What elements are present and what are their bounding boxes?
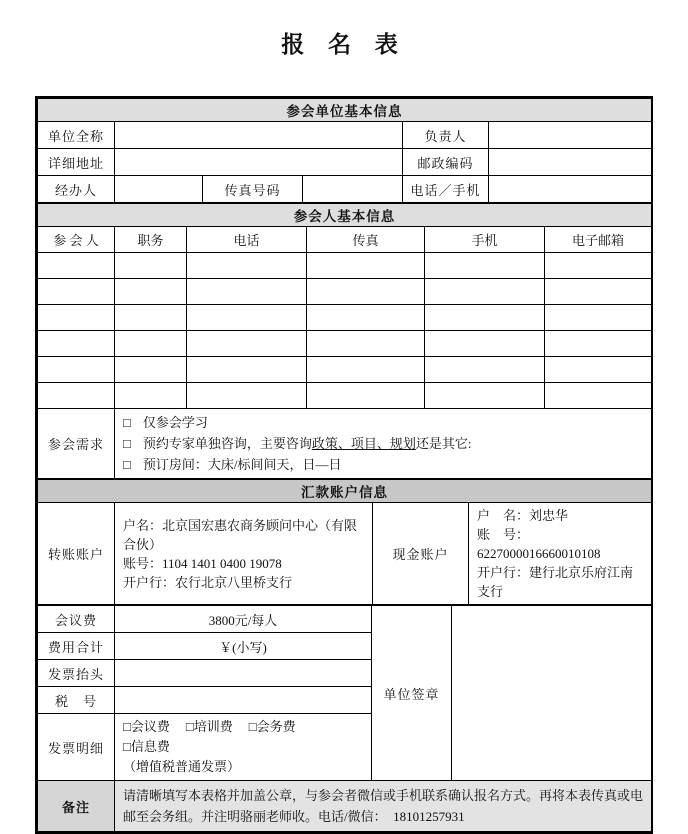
registration-form: [35, 96, 653, 834]
attendee-cell[interactable]: [115, 253, 187, 279]
attendee-cell[interactable]: [545, 253, 652, 279]
attendee-cell[interactable]: [307, 331, 425, 357]
transfer-account-details: [115, 503, 373, 605]
tax-number-label: 税 号: [38, 687, 115, 714]
attendee-cell[interactable]: [307, 279, 425, 305]
total-label: 费用合计: [38, 633, 115, 660]
checkbox-information-fee[interactable]: □信息费: [123, 739, 170, 754]
col-fax: 传真: [307, 227, 425, 253]
col-email: 电子邮箱: [545, 227, 652, 253]
seal-label: 单位签章: [372, 606, 452, 781]
phone-field[interactable]: [489, 176, 652, 203]
fax-field[interactable]: [303, 176, 403, 203]
cash-account-number: 账 号：6227000016660010108: [477, 527, 601, 561]
note-text: 请清晰填写本表格并加盖公章，与参会者微信或手机联系确认报名方式。再将本表传真或电邮至会务组。并注明骆丽老师收。电话/微信： 18101257931: [115, 781, 652, 832]
invoice-detail-label: 发票明细: [38, 714, 115, 781]
attendee-cell[interactable]: [38, 279, 115, 305]
attendee-cell[interactable]: [187, 305, 307, 331]
company-name-label: 单位全称: [38, 122, 115, 149]
checkbox-attend-only[interactable]: □: [123, 415, 131, 430]
attendee-cell[interactable]: [115, 383, 187, 409]
attendee-cell[interactable]: [545, 279, 652, 305]
page-title: 报 名 表: [281, 32, 407, 57]
fax-label: 传真号码: [203, 176, 303, 203]
cash-account-name: 户 名：刘忠华: [477, 508, 569, 523]
total-value[interactable]: ￥(小写): [115, 633, 372, 660]
attendee-cell[interactable]: [307, 253, 425, 279]
company-name-field[interactable]: [115, 122, 403, 149]
attendee-cell[interactable]: [187, 253, 307, 279]
note-label: 备注: [38, 781, 115, 832]
attendee-cell[interactable]: [187, 383, 307, 409]
attendee-cell[interactable]: [187, 357, 307, 383]
fee-value: 3800元/每人: [115, 606, 372, 633]
attendee-cell[interactable]: [38, 357, 115, 383]
invoice-detail-options: [115, 714, 372, 781]
needs-option-2-suffix: 还是其它:: [415, 436, 472, 451]
tax-number-field[interactable]: [115, 687, 372, 714]
transfer-account-label: 转账账户: [38, 503, 115, 605]
checkbox-book-room[interactable]: □: [123, 457, 131, 472]
cash-account-details: [469, 503, 652, 605]
attendee-cell[interactable]: [115, 279, 187, 305]
address-field[interactable]: [115, 149, 403, 176]
attendee-row: [38, 331, 652, 357]
cash-account-label: 现金账户: [373, 503, 469, 605]
attendee-cell[interactable]: [425, 253, 545, 279]
cash-account-bank: 开户行：建行北京乐府江南支行: [477, 565, 634, 599]
transfer-account-name: 户名：北京国宏惠农商务顾问中心（有限合伙）: [123, 517, 358, 552]
attendee-cell[interactable]: [545, 357, 652, 383]
attendee-cell[interactable]: [425, 383, 545, 409]
attendee-cell[interactable]: [307, 357, 425, 383]
attendee-row: [38, 357, 652, 383]
attendee-cell[interactable]: [425, 279, 545, 305]
transfer-account-number: 账号：1104 1401 0400 19078: [123, 555, 282, 571]
postcode-label: 邮政编码: [403, 149, 489, 176]
attendee-cell[interactable]: [425, 305, 545, 331]
needs-option-2: [123, 433, 643, 454]
transfer-account-bank: 开户行：农行北京八里桥支行: [123, 574, 293, 590]
attendee-row: [38, 305, 652, 331]
attendee-row: [38, 279, 652, 305]
phone-label: 电话／手机: [403, 176, 489, 203]
section-header-attendee-info: 参会人基本信息: [38, 204, 652, 227]
invoice-title-label: 发票抬头: [38, 660, 115, 687]
col-position: 职务: [115, 227, 187, 253]
needs-options: [115, 409, 652, 479]
col-mobile: 手机: [425, 227, 545, 253]
attendee-cell[interactable]: [115, 357, 187, 383]
unit-info-table: [37, 98, 652, 203]
attendee-cell[interactable]: [425, 357, 545, 383]
fee-label: 会议费: [38, 606, 115, 633]
checkbox-expert-consult[interactable]: □: [123, 436, 131, 451]
manager-label: 负责人: [403, 122, 489, 149]
invoice-note: （增值税普通发票）: [123, 759, 241, 774]
seal-field[interactable]: [452, 606, 652, 781]
attendee-cell[interactable]: [115, 331, 187, 357]
attendee-cell[interactable]: [187, 279, 307, 305]
needs-option-2-underlined: 政策、项目、规划: [311, 436, 416, 451]
postcode-field[interactable]: [489, 149, 652, 176]
attendee-cell[interactable]: [307, 305, 425, 331]
needs-option-1-label: 仅参会学习: [142, 415, 208, 430]
remittance-table: [37, 479, 652, 605]
invoice-title-field[interactable]: [115, 660, 372, 687]
attendee-cell[interactable]: [425, 331, 545, 357]
checkbox-affairs-fee[interactable]: □会务费: [248, 719, 296, 734]
attendee-cell[interactable]: [307, 383, 425, 409]
attendee-row: [38, 383, 652, 409]
attendee-cell[interactable]: [38, 305, 115, 331]
checkbox-training-fee[interactable]: □培训费: [185, 719, 233, 734]
agent-field[interactable]: [115, 176, 203, 203]
manager-field[interactable]: [489, 122, 652, 149]
attendee-cell[interactable]: [38, 253, 115, 279]
needs-option-2-text: 预约专家单独咨询，主要咨询: [142, 436, 312, 451]
attendee-table: [37, 203, 652, 479]
section-header-remittance: 汇款账户信息: [38, 480, 652, 503]
attendee-cell[interactable]: [545, 305, 652, 331]
needs-option-1: [123, 412, 643, 433]
attendee-row: [38, 253, 652, 279]
section-header-unit-info: 参会单位基本信息: [38, 99, 652, 122]
needs-label: 参会需求: [38, 409, 115, 479]
col-phone: 电话: [187, 227, 307, 253]
needs-option-3: [123, 454, 643, 475]
needs-option-3-label: 预订房间：大床/标间间天，日—日: [142, 457, 342, 472]
fee-table: [37, 605, 652, 832]
invoice-options-row: [123, 717, 363, 757]
col-attendee: 参 会 人: [38, 227, 115, 253]
checkbox-conference-fee[interactable]: □会议费: [123, 719, 170, 734]
attendee-cell[interactable]: [187, 331, 307, 357]
agent-label: 经办人: [38, 176, 115, 203]
address-label: 详细地址: [38, 149, 115, 176]
attendee-cell[interactable]: [38, 383, 115, 409]
attendee-cell[interactable]: [115, 305, 187, 331]
attendee-cell[interactable]: [545, 383, 652, 409]
attendee-cell[interactable]: [38, 331, 115, 357]
attendee-cell[interactable]: [545, 331, 652, 357]
